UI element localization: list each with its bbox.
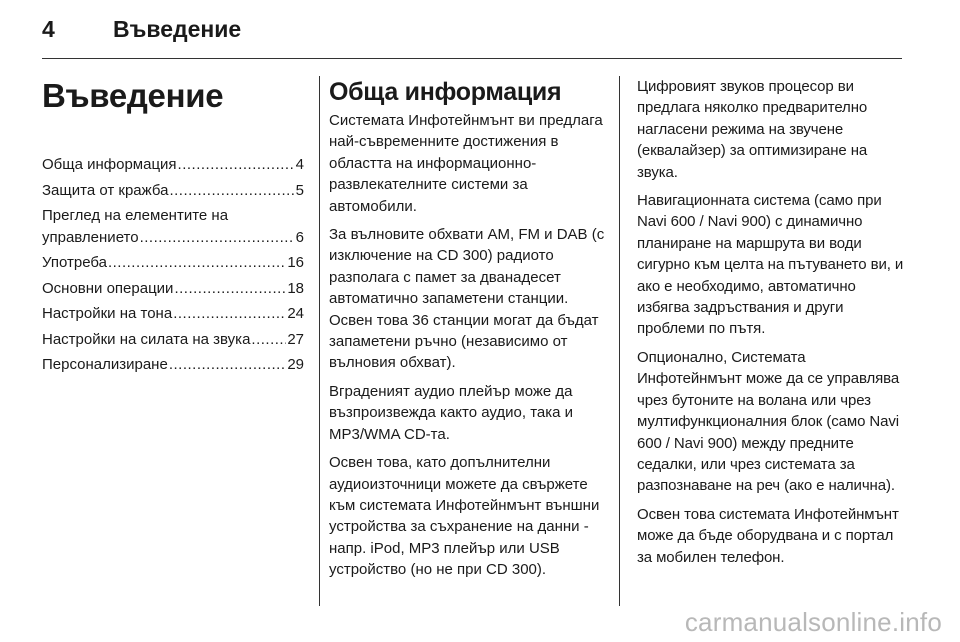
watermark: carmanualsonline.info [684,607,942,637]
body-paragraph: Вграденият аудио плейър може да възпроизвежда както аудио, така и MP3/WMA CD-та. [329,382,574,443]
column-divider [619,76,620,606]
toc-page: 18 [287,279,304,297]
chapter-title: Въведение [42,77,224,114]
table-of-contents [42,154,304,376]
toc-label: Обща информация [42,156,177,173]
toc-leader [140,227,295,249]
toc-label: Защита от кражба [42,181,169,199]
column-divider [319,76,320,606]
body-paragraph: Освен това, като допълнителни аудиоизточници можете да свържете към системата Инфотейнмънт външни устройства за съхранение на данни - напр. iPod, MP3 плейър или USB устройство (но не при CD 300). [329,454,600,579]
toc-entry[interactable] [42,354,304,376]
toc-leader [174,278,286,300]
toc-entry[interactable] [42,329,304,351]
toc-page: 24 [287,305,304,322]
toc-label-line1: Преглед на елементите на [42,207,229,224]
toc-page: 4 [295,156,304,173]
toc-label: Настройки на тона [42,305,173,322]
toc-entry[interactable] [42,278,304,300]
toc-entry[interactable] [42,252,304,274]
toc-entry[interactable] [42,180,304,202]
toc-entry[interactable] [42,303,304,325]
toc-leader [173,303,286,325]
toc-entry[interactable] [42,154,304,176]
toc-page: 27 [287,330,304,348]
toc-label: Персонализиране [42,356,168,373]
page-header [42,16,902,56]
toc-leader [169,180,294,202]
toc-column [42,76,304,380]
toc-entry[interactable] [42,205,304,248]
toc-label: Настройки на силата на звука [42,330,251,348]
toc-label: Основни операции [42,279,174,297]
body-paragraph: Опционално, Системата Инфотейнмънт може да се управлява чрез бутоните на волана или чрез мултифункционалния блок (само Navi 600 / Navi 900) между предните седалки, или чрез системата за разпознаване на реч (ако е налична). [637,348,900,495]
toc-page: 6 [295,228,304,246]
toc-page: 5 [295,181,304,199]
toc-page: 16 [287,254,304,271]
text-column-right [637,76,909,575]
header-divider [42,58,902,59]
body-paragraph: За вълновите обхвати AM, FM и DAB (с изключение на CD 300) радиото разполага с памет за дванадесет автоматично запаметени станции. Освен това 36 станции могат да бъдат запаметени ръчно (независимо от вълновия обхват). [329,226,605,372]
toc-label: Употреба [42,254,107,271]
toc-label: управлението [42,228,139,246]
toc-leader [178,154,295,176]
toc-page: 29 [287,356,304,373]
toc-leader [169,354,287,376]
toc-leader [108,252,286,274]
running-title: Въведение [113,16,242,42]
text-column-middle [329,76,609,588]
body-paragraph: Системата Инфотейнмънт ви предлага най-съвременните достижения в областта на информационно-развлекателните системи за автомобили. [329,112,603,215]
toc-leader [251,329,286,351]
body-paragraph: Цифровият звуков процесор ви предлага няколко предварително нагласени режима на звучене (еквалайзер) за оптимизиране на звука. [637,78,868,181]
body-paragraph: Освен това системата Инфотейнмънт може да бъде оборудвана и с портал за мобилен телефон. [637,505,899,566]
body-paragraph: Навигационната система (само при Navi 600 / Navi 900) с динамично планиране на маршрута ви води сигурно към целта на пътуването ви, и ако е необходимо, автоматично избягва задръствания и други проблеми по пътя. [637,192,904,338]
section-title: Обща информация [329,78,562,106]
page-number: 4 [42,16,55,42]
